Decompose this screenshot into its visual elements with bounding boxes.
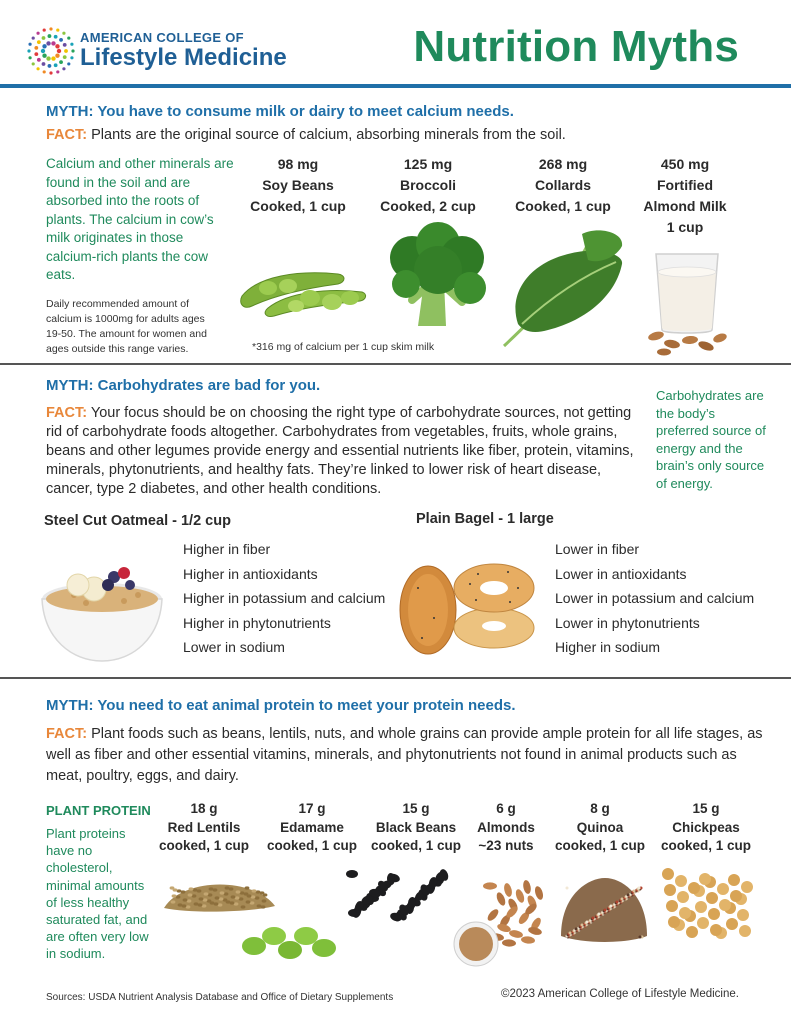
soybeans-image <box>238 258 368 318</box>
oatmeal-image <box>38 563 168 663</box>
section-divider-1 <box>0 363 791 365</box>
edamame-image <box>240 924 340 964</box>
list-item: Higher in phytonutrients <box>183 614 331 631</box>
bagel-title: Plain Bagel - 1 large <box>416 511 554 527</box>
skim-milk-footnote: *316 mg of calcium per 1 cup skim milk <box>252 341 435 353</box>
header-divider <box>0 84 791 88</box>
list-item: Lower in sodium <box>183 639 285 655</box>
food-serving: cooked, 1 cup <box>660 838 752 853</box>
list-item: Higher in sodium <box>555 639 661 655</box>
food-name: Fortified <box>657 177 713 193</box>
protein-food-red-lentils <box>154 800 254 856</box>
logo-text <box>80 30 287 71</box>
logo-small-text: AMERICAN COLLEGE OF <box>80 30 244 45</box>
fact-3-text: Plant foods such as beans, lentils, nuts, and whole grains can provide ample protein for all life stages, as well as fiber and other essential vitamins, minerals, and phytonutrients not found in animal products such as meat, poultry, eggs, and dairy. <box>46 726 763 784</box>
list-item: Lower in fiber <box>555 541 640 557</box>
plant-protein-side-note: Plant proteins have no cholesterol, minimal amounts of less healthy saturated fat, and are often very low in sodium. <box>46 826 149 962</box>
carbohydrates-side-note: Carbohydrates are the body’s preferred source of energy and the brain’s only source of energy. <box>656 388 766 491</box>
food-serving: ~23 nuts <box>478 838 534 853</box>
fact-3-label: FACT: <box>46 726 88 742</box>
food-name: Chickpeas <box>672 819 740 835</box>
food-name: Quinoa <box>576 819 624 835</box>
calcium-food-almond-milk <box>630 154 740 238</box>
calcium-food-soybeans <box>248 154 348 217</box>
food-serving: cooked, 1 cup <box>266 838 358 853</box>
fact-2-label: FACT: <box>46 405 88 421</box>
food-amount: 15 g <box>692 801 720 816</box>
myth-2-heading: MYTH: Carbohydrates are bad for you. <box>46 377 321 394</box>
calcium-food-broccoli <box>373 154 483 217</box>
protein-food-edamame <box>262 800 362 856</box>
quinoa-image <box>557 876 652 946</box>
copyright-note: ©2023 American College of Lifestyle Medicine. <box>501 988 739 1000</box>
bagel-drawbacks-list <box>555 537 754 660</box>
food-serving: cooked, 1 cup <box>370 838 462 853</box>
fact-1-label: FACT: <box>46 127 88 143</box>
almonds-image <box>450 878 545 968</box>
food-serving: Cooked, 1 cup <box>515 198 611 214</box>
protein-food-almonds <box>464 800 548 856</box>
protein-food-chickpeas <box>656 800 756 856</box>
logo-big-text: Lifestyle Medicine <box>80 44 287 71</box>
section-divider-2 <box>0 677 791 679</box>
food-serving: Cooked, 1 cup <box>250 198 346 214</box>
fact-2-text: Your focus should be on choosing the right type of carbohydrate sources, not getting rid of carbohydrate foods altogether. Carbohydrates from vegetables, fruits, whole grains, beans and other legumes provide energy and essential nutrients like fiber, protein, vitamins, minerals, phytonutrients, and healthy fats. They’re linked to lower risk of heart disease, cancer, type 2 diabetes, and other health conditions. <box>46 405 634 497</box>
food-serving: cooked, 1 cup <box>554 838 646 853</box>
calcium-side-note: Calcium and other minerals are found in the soil and are absorbed into the roots of plants. The calcium in cow’s milk originates in those calcium-rich plants the cow eats. <box>46 156 234 282</box>
sources-note: Sources: USDA Nutrient Analysis Database and Office of Dietary Supplements <box>46 992 394 1003</box>
food-name: Black Beans <box>375 819 457 835</box>
bagel-image <box>398 558 538 658</box>
page-title: Nutrition Myths <box>413 22 739 71</box>
food-name: Red Lentils <box>167 819 241 835</box>
food-name: Almonds <box>477 819 535 835</box>
protein-food-black-beans <box>366 800 466 856</box>
list-item: Higher in potassium and calcium <box>183 590 386 606</box>
food-amount: 268 mg <box>538 156 588 172</box>
food-serving: Almond Milk <box>643 198 727 214</box>
food-name: Soy Beans <box>262 177 334 193</box>
protein-food-quinoa <box>550 800 650 856</box>
food-amount: 6 g <box>496 801 516 816</box>
chickpeas-image <box>658 866 758 941</box>
food-name: Collards <box>534 177 591 193</box>
almond-milk-image <box>642 248 732 358</box>
oatmeal-title: Steel Cut Oatmeal - 1/2 cup <box>44 513 231 529</box>
food-amount: 98 mg <box>277 156 319 172</box>
myth-3-heading: MYTH: You need to eat animal protein to meet your protein needs. <box>46 697 516 714</box>
fact-1 <box>46 126 766 145</box>
food-amount: 17 g <box>298 801 326 816</box>
broccoli-image <box>382 222 492 332</box>
plant-protein-title: PLANT PROTEIN <box>46 803 151 818</box>
myth-1-heading: MYTH: You have to consume milk or dairy to meet calcium needs. <box>46 103 514 120</box>
fact-2 <box>46 404 640 499</box>
food-amount: 18 g <box>190 801 218 816</box>
food-amount: 15 g <box>402 801 430 816</box>
list-item: Lower in potassium and calcium <box>555 590 755 606</box>
list-item: Lower in phytonutrients <box>555 614 700 631</box>
food-extra: 1 cup <box>666 219 704 235</box>
food-amount: 125 mg <box>403 156 453 172</box>
list-item: Lower in antioxidants <box>555 565 687 582</box>
food-serving: cooked, 1 cup <box>158 838 250 853</box>
oatmeal-benefits-list <box>183 537 385 660</box>
lentils-image <box>162 868 277 913</box>
calcium-recommendation-note: Daily recommended amount of calcium is 1000mg for adults ages 19-50. The amount for women and ages outside this range varies. <box>46 298 207 355</box>
food-amount: 450 mg <box>660 156 710 172</box>
black-beans-image <box>340 866 455 926</box>
acl-logo-mark <box>26 26 76 76</box>
fact-3 <box>46 724 770 787</box>
food-amount: 8 g <box>590 801 610 816</box>
collards-image <box>498 224 628 349</box>
calcium-food-collards <box>508 154 618 217</box>
food-name: Edamame <box>280 819 344 835</box>
list-item: Higher in antioxidants <box>183 565 318 582</box>
food-name: Broccoli <box>399 177 456 193</box>
fact-1-text: Plants are the original source of calcium, absorbing minerals from the soil. <box>87 127 566 143</box>
list-item: Higher in fiber <box>183 541 271 557</box>
food-serving: Cooked, 2 cup <box>380 198 476 214</box>
